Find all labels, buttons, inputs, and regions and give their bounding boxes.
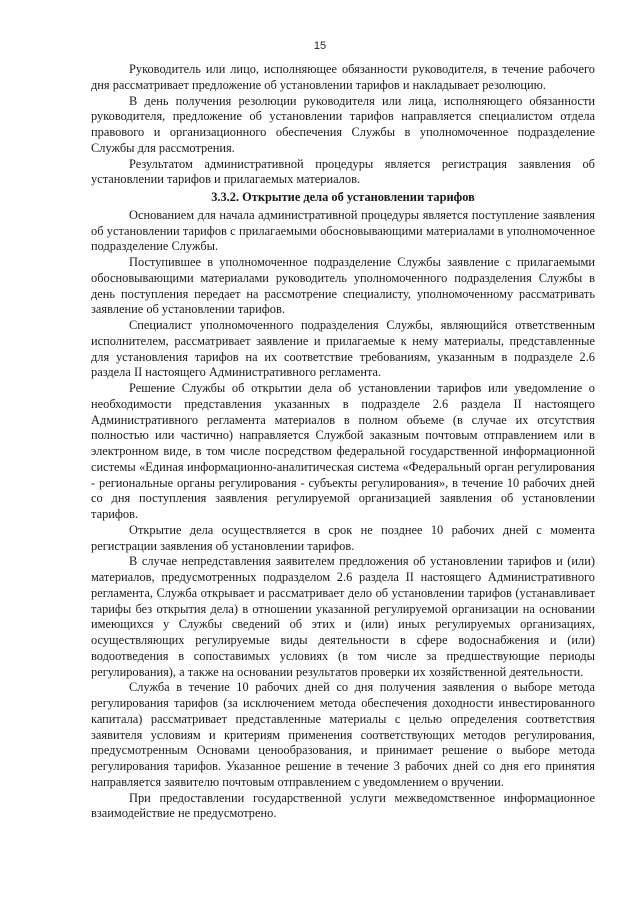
paragraph: При предоставлении государственной услуги межведомственное информационное взаимодействие не предусмотрено. — [91, 790, 595, 821]
paragraph: Результатом административной процедуры является регистрация заявления об установлении тарифов и прилагаемых материалов. — [91, 156, 595, 187]
paragraph: Служба в течение 10 рабочих дней со дня получения заявления о выборе метода регулирования тарифов (за исключением метода обеспечения доходности инвестированного капитала) рассматривает представленные материалы с целью определения соответствия заявителя условиям и критериям применения соответствующих методов регулирования, предусмотренным Основами ценообразования, и принимает решение о выборе метода регулирования тарифов. Указанное решение в течение 3 рабочих дней со дня его принятия направляется заявителю почтовым отправлением с уведомлением о вручении. — [91, 680, 595, 789]
paragraph: Специалист уполномоченного подразделения Службы, являющийся ответственным исполнителем, рассматривает заявление и прилагаемые к нему материалы, представленные для установления тарифов на их соответствие требованиям, указанным в подразделе 2.6 раздела II настоящего Административного регламента. — [91, 318, 595, 380]
paragraph: Руководитель или лицо, исполняющее обязанности руководителя, в течение рабочего дня рассматривает предложение об установлении тарифов и накладывает резолюцию. — [91, 62, 595, 92]
paragraph: Поступившее в уполномоченное подразделение Службы заявление с прилагаемыми обосновывающими материалами руководитель уполномоченного подразделения Службы в день поступления передает на рассмотрение специалисту, уполномоченному рассматривать заявление об установлении тарифов. — [91, 255, 595, 317]
section-heading: 3.3.2. Открытие дела об установлении тарифов — [211, 190, 475, 204]
paragraph: В случае непредставления заявителем предложения об установлении тарифов и (или) материалов, предусмотренных подразделом 2.6 раздела II настоящего Административного регламента, Служба открывает и рассматривает дело об установлении тарифов (устанавливает тарифы без открытия дела) в отношении указанной регулируемой организации на основании имеющихся у Службы сведений об этих и (или) иных регулируемых организациях, осуществляющих регулируемые виды деятельности в сфере водоснабжения и (или) водоотведения в сопоставимых условиях (в том числе за предшествующие периоды регулирования), а также на основании результатов проверки их хозяйственной деятельности. — [91, 554, 595, 679]
paragraph: Основанием для начала административной процедуры является поступление заявления об установлении тарифов с прилагаемыми обосновывающими материалами в уполномоченное подразделение Службы. — [91, 207, 595, 254]
paragraph: Открытие дела осуществляется в срок не позднее 10 рабочих дней с момента регистрации заявления об установлении тарифов. — [91, 522, 595, 553]
paragraph: В день получения резолюции руководителя или лица, исполняющего обязанности руководителя, предложение об установлении тарифов направляется специалистом отдела правового и организационного обеспечения Службы в уполномоченное подразделение Службы для рассмотрения. — [91, 93, 595, 155]
paragraph: Решение Службы об открытии дела об установлении тарифов или уведомление о необходимости представления указанных в подразделе 2.6 раздела II настоящего Административного регламента материалов в полном объеме (в случае их отсутствия полностью или частично) направляется Службой заказным почтовым отправлением или в электронном виде, в том числе посредством федеральной государственной информационной системы «Единая информационно-аналитическая система «Федеральный орган регулирования - региональные органы регулирования - субъекты регулирования», в течение 10 рабочих дней со дня поступления заявления регулируемой организацией заявления об установлении тарифов. — [91, 381, 595, 521]
page-number: 15 — [313, 40, 327, 52]
document-body — [91, 62, 595, 822]
